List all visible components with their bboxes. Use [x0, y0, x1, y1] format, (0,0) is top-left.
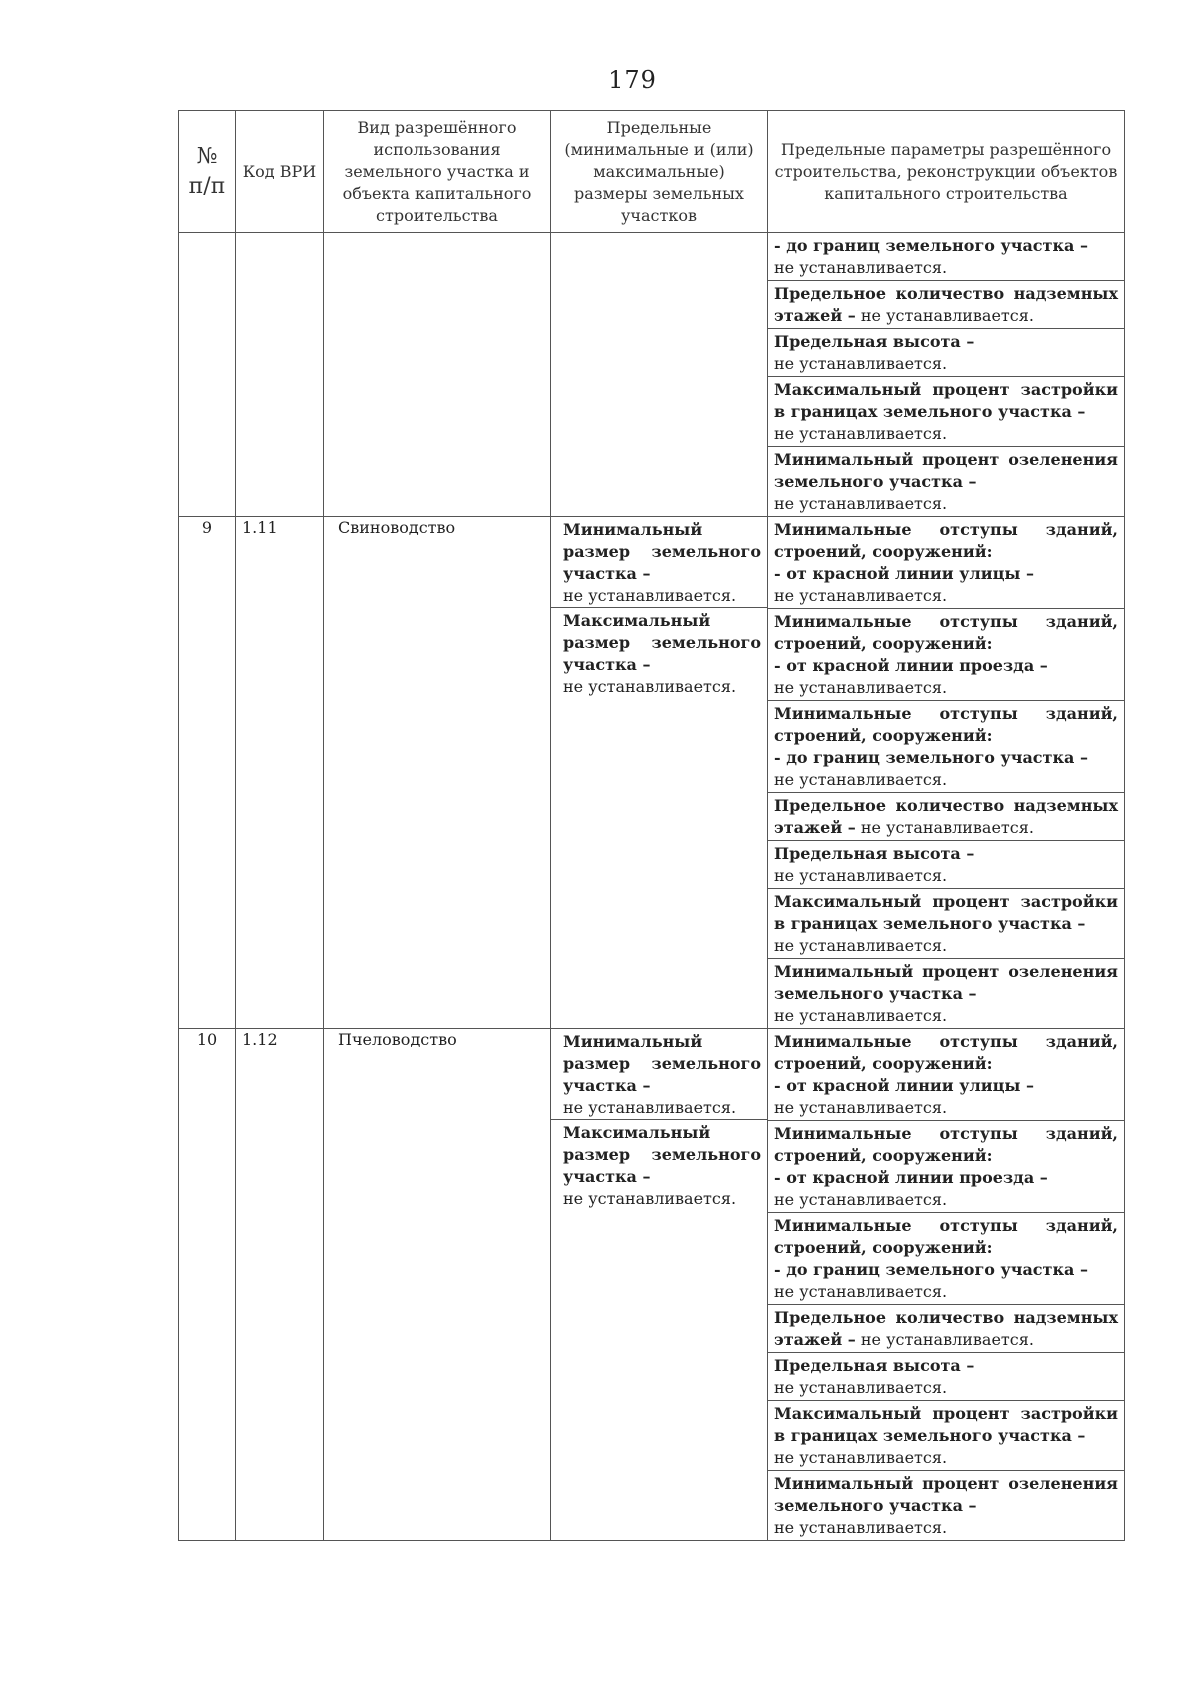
param-sublabel: - от красной линии проезда – [774, 1168, 1048, 1187]
param-label: Минимальные отступы зданий, строений, сооружений: [774, 1124, 1118, 1165]
cell-params [768, 233, 1125, 517]
size-block [551, 1029, 767, 1120]
header-plot-sizes: Предельные (минимальные и (или) максимальные) размеры земельных участков [551, 111, 768, 233]
cell-number [179, 233, 236, 517]
size-block [551, 1120, 767, 1210]
param-block [768, 233, 1124, 281]
table-row [179, 1029, 1125, 1541]
cell-params [768, 517, 1125, 1029]
header-code: Код ВРИ [236, 111, 324, 233]
param-value: не устанавливается. [774, 354, 948, 373]
param-label: - до границ земельного участка – [774, 236, 1088, 255]
cell-use-type: Пчеловодство [324, 1029, 551, 1541]
param-value: не устанавливается. [774, 1282, 948, 1301]
param-block [768, 1029, 1124, 1121]
param-block [768, 281, 1124, 329]
param-label: Минимальный процент озеленения земельного участка – [774, 962, 1118, 1003]
size-value: не устанавливается. [563, 1098, 737, 1117]
param-block [768, 1305, 1124, 1353]
param-block [768, 1121, 1124, 1213]
header-number: № п/п [179, 111, 236, 233]
param-sublabel: - до границ земельного участка – [774, 748, 1088, 767]
param-block [768, 1353, 1124, 1401]
param-label: Минимальные отступы зданий, строений, сооружений: [774, 704, 1118, 745]
header-row [179, 111, 1125, 233]
param-value: не устанавливается. [774, 1378, 948, 1397]
size-block [551, 517, 767, 608]
size-block [551, 608, 767, 698]
param-sublabel: - от красной линии улицы – [774, 1076, 1035, 1095]
param-label: Предельная высота – [774, 1356, 975, 1375]
param-block [768, 1471, 1124, 1540]
param-sublabel: - от красной линии улицы – [774, 564, 1035, 583]
size-value: не устанавливается. [563, 677, 737, 696]
param-block [768, 793, 1124, 841]
cell-code [236, 233, 324, 517]
param-value: не устанавливается. [774, 1190, 948, 1209]
param-block [768, 377, 1124, 447]
param-block [768, 329, 1124, 377]
param-block [768, 1213, 1124, 1305]
param-label: Минимальный процент озеленения земельного участка – [774, 1474, 1118, 1515]
param-label: Предельная высота – [774, 332, 975, 351]
param-block [768, 889, 1124, 959]
param-value: не устанавливается. [774, 424, 948, 443]
param-label: Максимальный процент застройки в границах земельного участка – [774, 1404, 1118, 1445]
param-block [768, 701, 1124, 793]
param-label: Минимальные отступы зданий, строений, сооружений: [774, 612, 1118, 653]
param-value: не устанавливается. [774, 936, 948, 955]
param-block [768, 959, 1124, 1028]
cell-sizes [551, 233, 768, 517]
param-label: Максимальный процент застройки в границах земельного участка – [774, 892, 1118, 933]
land-use-table [178, 110, 1125, 1541]
param-value: не устанавливается. [774, 866, 948, 885]
param-label: Предельная высота – [774, 844, 975, 863]
size-label: Максимальный размер земельного участка – [563, 1123, 761, 1186]
cell-number: 9 [179, 517, 236, 1029]
page-number: 179 [608, 66, 657, 94]
param-block [768, 447, 1124, 516]
param-block [768, 517, 1124, 609]
param-label: Предельное количество надземных этажей – [774, 284, 1118, 325]
table-row-continuation [179, 233, 1125, 517]
param-label: Максимальный процент застройки в границах земельного участка – [774, 380, 1118, 421]
param-value: не устанавливается. [774, 1098, 948, 1117]
param-value: не устанавливается. [855, 818, 1034, 837]
param-block [768, 841, 1124, 889]
param-value: не устанавливается. [774, 770, 948, 789]
param-value: не устанавливается. [774, 258, 948, 277]
size-value: не устанавливается. [563, 586, 737, 605]
param-sublabel: - до границ земельного участка – [774, 1260, 1088, 1279]
param-value: не устанавливается. [774, 1006, 948, 1025]
size-value: не устанавливается. [563, 1189, 737, 1208]
param-label: Минимальные отступы зданий, строений, сооружений: [774, 520, 1118, 561]
size-label: Максимальный размер земельного участка – [563, 611, 761, 674]
param-value: не устанавливается. [774, 494, 948, 513]
param-sublabel: - от красной линии проезда – [774, 656, 1048, 675]
cell-params [768, 1029, 1125, 1541]
param-value: не устанавливается. [774, 678, 948, 697]
cell-code: 1.11 [236, 517, 324, 1029]
cell-sizes [551, 517, 768, 1029]
size-label: Минимальный размер земельного участка – [563, 1032, 761, 1095]
cell-sizes [551, 1029, 768, 1541]
param-label: Предельное количество надземных этажей – [774, 796, 1118, 837]
table-row [179, 517, 1125, 1029]
param-value: не устанавливается. [774, 586, 948, 605]
param-label: Предельное количество надземных этажей – [774, 1308, 1118, 1349]
param-value: не устанавливается. [774, 1448, 948, 1467]
header-build-params: Предельные параметры разрешённого строительства, реконструкции объектов капитального строительства [768, 111, 1125, 233]
size-label: Минимальный размер земельного участка – [563, 520, 761, 583]
cell-use-type [324, 233, 551, 517]
param-value: не устанавливается. [855, 306, 1034, 325]
param-label: Минимальные отступы зданий, строений, сооружений: [774, 1216, 1118, 1257]
param-block [768, 1401, 1124, 1471]
param-value: не устанавливается. [855, 1330, 1034, 1349]
cell-code: 1.12 [236, 1029, 324, 1541]
cell-number: 10 [179, 1029, 236, 1541]
param-block [768, 609, 1124, 701]
param-label: Минимальные отступы зданий, строений, сооружений: [774, 1032, 1118, 1073]
param-label: Минимальный процент озеленения земельного участка – [774, 450, 1118, 491]
header-use-type: Вид разрешённого использования земельного участка и объекта капитального строительства [324, 111, 551, 233]
cell-use-type: Свиноводство [324, 517, 551, 1029]
param-value: не устанавливается. [774, 1518, 948, 1537]
